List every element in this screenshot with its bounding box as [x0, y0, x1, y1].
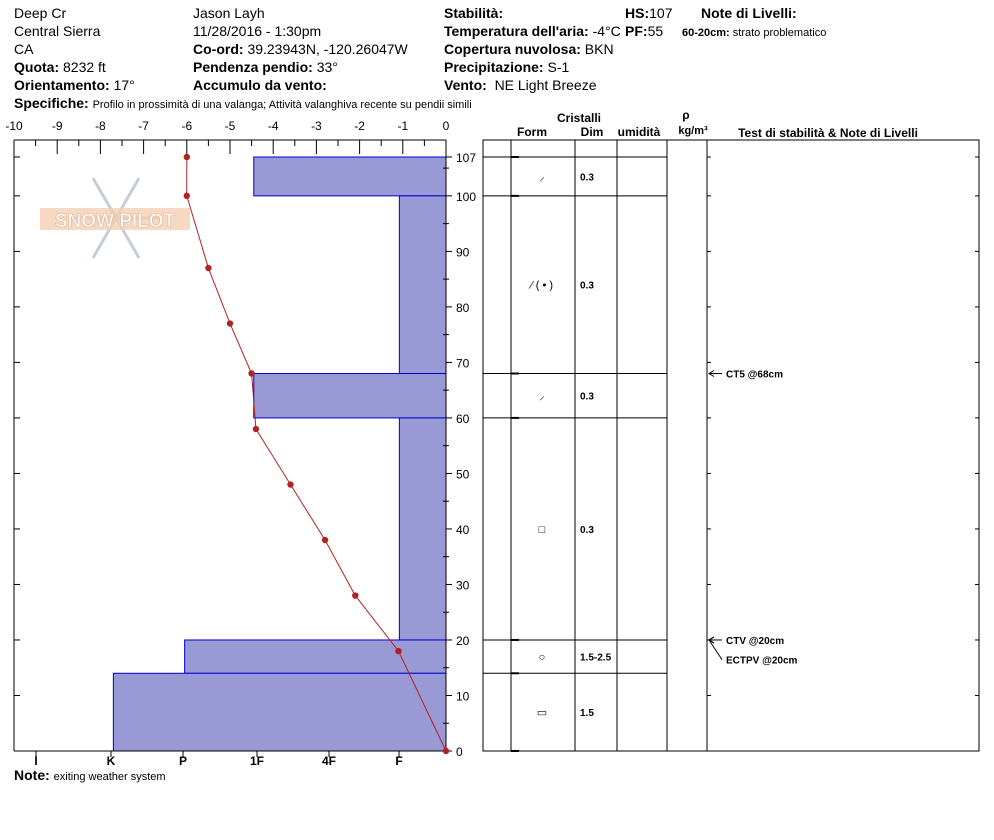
coord-value: 39.23943N, -120.26047W [247, 41, 408, 57]
logo-text: SNOW PILOT [54, 211, 176, 232]
crystal-form-symbol: ▭ [536, 707, 548, 720]
air-temp-value: -4°C [592, 23, 621, 39]
depth-tick-label: 90 [456, 245, 470, 260]
crystal-size: 0.3 [580, 172, 594, 184]
note-text: exiting weather system [53, 771, 166, 783]
hardness-label: 1F [249, 754, 265, 768]
hardness-label: K [106, 754, 116, 768]
location: Deep Cr [14, 5, 67, 21]
aspect-value: 17° [113, 77, 135, 93]
air-temp-label: Temperatura dell'aria: [444, 23, 589, 39]
crystal-size: 1.5 [580, 708, 594, 720]
temperature-point [287, 481, 293, 487]
header-form: Form [517, 125, 547, 139]
header-density-unit: kg/m³ [678, 125, 708, 137]
temp-tick-label: -7 [138, 119, 149, 133]
crystal-form-symbol: ⸝ [539, 171, 545, 184]
layer-notes-label: Note di Livelli: [701, 5, 797, 21]
hardness-bar [254, 157, 446, 196]
header-crystals: Cristalli [556, 111, 602, 125]
hardness-label: P [178, 754, 188, 768]
aspect-label: Orientamento: [14, 77, 110, 93]
slope-value: 33° [316, 59, 338, 75]
slope-label: Pendenza pendio: [193, 59, 313, 75]
datetime: 11/28/2016 - 1:30pm [193, 23, 322, 39]
temp-tick-label: -4 [267, 119, 279, 133]
snowpilot-logo [40, 178, 190, 258]
hardness-label: 4F [321, 754, 337, 768]
crystal-form-symbol: □ [538, 523, 546, 536]
observer: Jason Layh [193, 5, 265, 21]
depth-tick-label: 40 [456, 522, 470, 537]
depth-tick-label: 100 [456, 189, 477, 204]
crystal-form-symbol: ○ [538, 651, 546, 664]
hardness-label: F [395, 754, 403, 768]
hardness-bar [254, 374, 446, 418]
temperature-point [205, 265, 211, 271]
temperature-point [248, 370, 254, 376]
temperature-point [322, 537, 328, 543]
header-tests-notes: Test di stabilità & Note di Livelli [738, 126, 918, 140]
temp-tick-label: -1 [397, 119, 409, 133]
precip-value: S-1 [547, 59, 570, 75]
temp-tick-label: -5 [224, 119, 236, 133]
temp-tick-label: -2 [354, 119, 365, 133]
crystal-form-symbol: ⸝ [539, 390, 545, 403]
wind-loading-label: Accumulo da vento: [193, 77, 327, 93]
wind-value: NE Light Breeze [494, 77, 597, 93]
header-moisture: umidità [617, 125, 661, 139]
specifics-text: Profilo in prossimità di una valanga; Attività valanghiva recente su pendii simili [92, 99, 472, 111]
elevation-label: Quota: [14, 59, 60, 75]
stability-test-arrow [709, 640, 722, 660]
header-density-symbol: ρ [682, 108, 690, 122]
hs-label: HS: [625, 5, 650, 21]
temp-tick-label: -8 [95, 119, 106, 133]
stability-test-label: CTV @20cm [726, 635, 785, 647]
sky-value: BKN [584, 41, 614, 57]
layer-note-text: strato problematico [732, 27, 827, 39]
note-label: Note: [14, 767, 50, 783]
stability-test-label: CT5 @68cm [726, 369, 783, 381]
temp-tick-label: -10 [5, 119, 23, 133]
depth-tick-label: 80 [456, 300, 470, 315]
crystal-size: 0.3 [580, 524, 594, 536]
depth-tick-label: 20 [456, 633, 470, 648]
crystal-size: 0.3 [580, 280, 594, 292]
temp-tick-label: -3 [311, 119, 322, 133]
hardness-bar [399, 418, 446, 640]
header-size: Dim [580, 125, 604, 139]
stability-test-label: ECTPV @20cm [726, 655, 798, 667]
precip-label: Precipitazione: [444, 59, 544, 75]
depth-tick-label: 30 [456, 578, 470, 593]
specifics-label: Specifiche: [14, 95, 89, 111]
layer-note-range: 60-20cm: [682, 27, 730, 39]
hardness-bar [399, 196, 446, 374]
wind-label: Vento: [444, 77, 487, 93]
depth-tick-label: 0 [456, 745, 463, 759]
state: CA [14, 41, 34, 57]
crystal-form-symbol: ⁄ ( • ) [530, 279, 554, 292]
temperature-point [352, 592, 358, 598]
temp-tick-label: -9 [51, 119, 63, 133]
temperature-point [253, 426, 259, 432]
hardness-label: I [34, 754, 38, 768]
temperature-point [227, 320, 233, 326]
crystal-size: 0.3 [580, 391, 594, 403]
coord-label: Co-ord: [193, 41, 244, 57]
depth-tick-label: 60 [456, 411, 470, 426]
sky-label: Copertura nuvolosa: [444, 41, 581, 57]
depth-tick-label: 50 [456, 467, 470, 482]
temp-tick-label: 0 [442, 119, 450, 133]
temperature-point [443, 748, 449, 754]
hs-value: 107 [649, 5, 673, 21]
mountain-range: Central Sierra [14, 23, 101, 39]
crystal-size: 1.5-2.5 [580, 652, 612, 664]
depth-tick-label: 70 [456, 356, 470, 371]
temperature-point [184, 193, 190, 199]
temperature-point [184, 154, 190, 160]
depth-tick-label: 10 [456, 689, 470, 704]
elevation-value: 8232 ft [63, 59, 106, 75]
temperature-point [395, 648, 401, 654]
pf-value: 55 [647, 23, 664, 39]
temp-tick-label: -6 [181, 119, 193, 133]
depth-tick-label: 107 [456, 151, 477, 165]
stability-label: Stabilità: [444, 5, 504, 21]
pf-label: PF: [625, 23, 648, 39]
hardness-bar [113, 673, 446, 751]
